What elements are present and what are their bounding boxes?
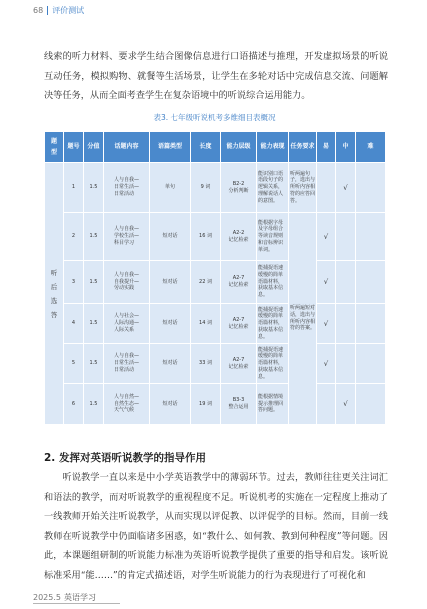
ability-level-cell [221,213,257,261]
topic-subtheme: 人际沟通— [113,320,139,327]
ability-performance: 能捕捉语速缓慢的简单语篇材料，获取基本信息。 [257,304,289,344]
score: 1.5 [84,384,104,425]
ability-level-cell [221,384,257,425]
ability-level-name: 记忆检索 [228,236,249,243]
running-head [33,5,84,16]
ability-level-code: A2-7 [232,356,245,363]
topic-item: 天气气候 [113,407,134,414]
topic-theme: 人与社会— [113,313,139,320]
table-row [45,304,386,344]
topic-cell [104,213,150,261]
difficulty-easy: √ [317,344,336,384]
column-header-question-number: 题号 [64,132,84,163]
ability-performance: 能捕捉语速缓慢的简单语篇材料，获取基本信息。 [257,261,289,304]
topic-cell [104,261,150,304]
text-type: 短对话 [150,213,191,261]
column-header-label: 题型 [51,138,58,156]
column-header-hard: 难 [356,132,386,163]
ability-performance: 能识别口语语段句子的逻辑关系，理解说话人的意图。 [257,163,289,213]
ability-performance: 能捕捉语速缓慢的简单语篇材料，获取基本信息。 [257,344,289,384]
ability-level-cell [221,344,257,384]
topic [114,394,139,414]
score: 1.5 [84,344,104,384]
column-header-easy: 易 [317,132,336,163]
section-paragraph: 听说教学一直以来是中小学英语教学中的薄弱环节。过去，教师往往更关注词汇和语法的教学，而对听说教学的重视程度不足。听说机考的实施在一定程度上推动了一线教师开始关注听说教学，从而实现以评促教、以评促学的目标。然而，目前一线教师在听说教学中仍面临诸多困惑，如“教什么、如何教、教到何种程度”等问题。因此，本课题组研制的听说能力标准为英语听说教学提供了重要的指导和启发。该听说标准采用“能……”的肯定式描述语，对学生听说能力的行为表现进行了可视化和 [44,472,388,581]
difficulty-easy: √ [317,304,336,344]
topic-theme: 人与自我— [113,177,139,184]
ability-level-code: A2-7 [232,316,245,323]
task-requirement: 听两遍句子，选出与所听内容相符的应答回答。 [289,163,317,213]
column-header-ability-performance: 能力表现 [257,132,289,163]
footer [33,592,120,604]
topic [114,226,139,246]
topic-theme: 人与自我— [113,271,139,278]
topic-cell [104,304,150,344]
ability-level-code: A2-7 [232,275,245,282]
ability-level-name: 记忆检索 [228,282,249,288]
topic-subtheme: 学校生活— [113,233,139,240]
topic [114,177,139,197]
ability-performance: 能根据字母及字母组合等读音规则和音标辨识单词。 [257,213,289,261]
ability-level-code: B3-3 [232,397,245,404]
difficulty-medium [336,344,356,384]
column-header-length: 长度 [191,132,221,163]
topic-cell [104,344,150,384]
score: 1.5 [84,261,104,304]
topic-item: 劳动实践 [113,285,134,292]
question-number: 4 [64,304,84,344]
topic-subtheme: 自我提升— [113,278,139,285]
difficulty-easy: √ [317,261,336,304]
table-row [45,344,386,384]
ability-level-cell [221,304,257,344]
difficulty-medium: √ [336,163,356,213]
topic-theme: 人与自然— [113,393,139,400]
table-caption: 表3. 七年级听说机考多维细目表概况 [153,113,276,122]
score: 1.5 [84,163,104,213]
topic-cell [104,384,150,425]
ability-level-name: 整合运用 [228,404,249,410]
table-row [45,384,386,425]
topic-theme: 人与自我— [113,353,139,360]
table-row [45,261,386,304]
ability-level-code: A2-2 [232,229,245,236]
question-number: 5 [64,344,84,384]
length: 14 词 [191,304,221,344]
column-header-topic: 话题内容 [104,132,150,163]
question-number: 6 [64,384,84,425]
text-type: 短对话 [150,261,191,304]
length: 22 词 [191,261,221,304]
column-header-task-requirement: 任务要求 [289,132,317,163]
difficulty-hard [356,304,386,344]
topic [114,272,139,292]
column-header-score: 分值 [84,132,104,163]
question-type-label: 听后选答 [50,268,58,319]
table-header-row [45,132,386,163]
topic-item: 科目学习 [113,239,134,246]
issue-date: 2025.5 [33,593,61,602]
journal-name: 英语学习 [64,593,96,602]
score: 1.5 [84,213,104,261]
length: 9 词 [191,163,221,213]
difficulty-medium: √ [336,384,356,425]
text-type: 短对话 [150,384,191,425]
topic-theme: 人与自我— [113,226,139,233]
difficulty-easy [317,163,336,213]
section-heading: 2. 发挥对英语听说教学的指导作用 [44,452,206,464]
topic-cell [104,163,150,213]
ability-level-cell [221,163,257,213]
difficulty-hard [356,261,386,304]
topic [114,313,139,333]
topic-subtheme: 自然生态— [113,400,139,407]
ability-level-name: 记忆检索 [228,363,249,370]
topic-item: 人际关系 [113,326,134,333]
column-header-question-type [45,132,64,163]
length: 33 词 [191,344,221,384]
ability-level-cell [221,261,257,304]
ability-performance: 能根据情境提示推理回答问题。 [257,384,289,425]
difficulty-medium [336,261,356,304]
text-type: 单句 [150,163,191,213]
column-header-text-type: 语篇类型 [150,132,191,163]
intro-paragraph: 线索的听力材料、要求学生结合图像信息进行口语描述与推理，开发虚拟场景的听说互动任务，模拟购物、就餐等生活场景，让学生在多轮对话中完成信息交流、问题解决等任务，从而全面考查学生在复杂语境中的听说综合运用能力。 [44,51,388,101]
topic-subtheme: 日常生活— [113,360,139,367]
ability-level-name: 分析判断 [228,187,249,194]
topic-item: 日常活动 [113,190,134,197]
specification-table [44,131,386,425]
question-number: 3 [64,261,84,304]
text-type: 短对话 [150,344,191,384]
difficulty-hard [356,163,386,213]
difficulty-hard [356,213,386,261]
difficulty-hard [356,384,386,425]
ability-level-name: 记忆检索 [228,323,249,330]
score: 1.5 [84,304,104,344]
difficulty-hard [356,344,386,384]
difficulty-easy: √ [317,213,336,261]
difficulty-medium [336,304,356,344]
question-number: 1 [64,163,84,213]
question-number: 2 [64,213,84,261]
topic-subtheme: 日常生活— [113,184,139,191]
difficulty-easy [317,384,336,425]
ability-level-code: B2-2 [232,180,245,187]
column-header-ability-level: 能力层级 [221,132,257,163]
column-header-medium: 中 [336,132,356,163]
section-title: 评价测试 [47,6,84,15]
page-number: 68 [33,6,44,15]
difficulty-medium [336,213,356,261]
length: 19 词 [191,384,221,425]
text-type: 短对话 [150,304,191,344]
topic [114,353,139,373]
task-requirement: 听两遍短对话，选出与所听内容相符的答案。 [289,213,317,425]
length: 16 词 [191,213,221,261]
topic-item: 日常活动 [113,366,134,373]
question-type-cell [45,163,64,425]
table-row [45,163,386,213]
table-row [45,213,386,261]
